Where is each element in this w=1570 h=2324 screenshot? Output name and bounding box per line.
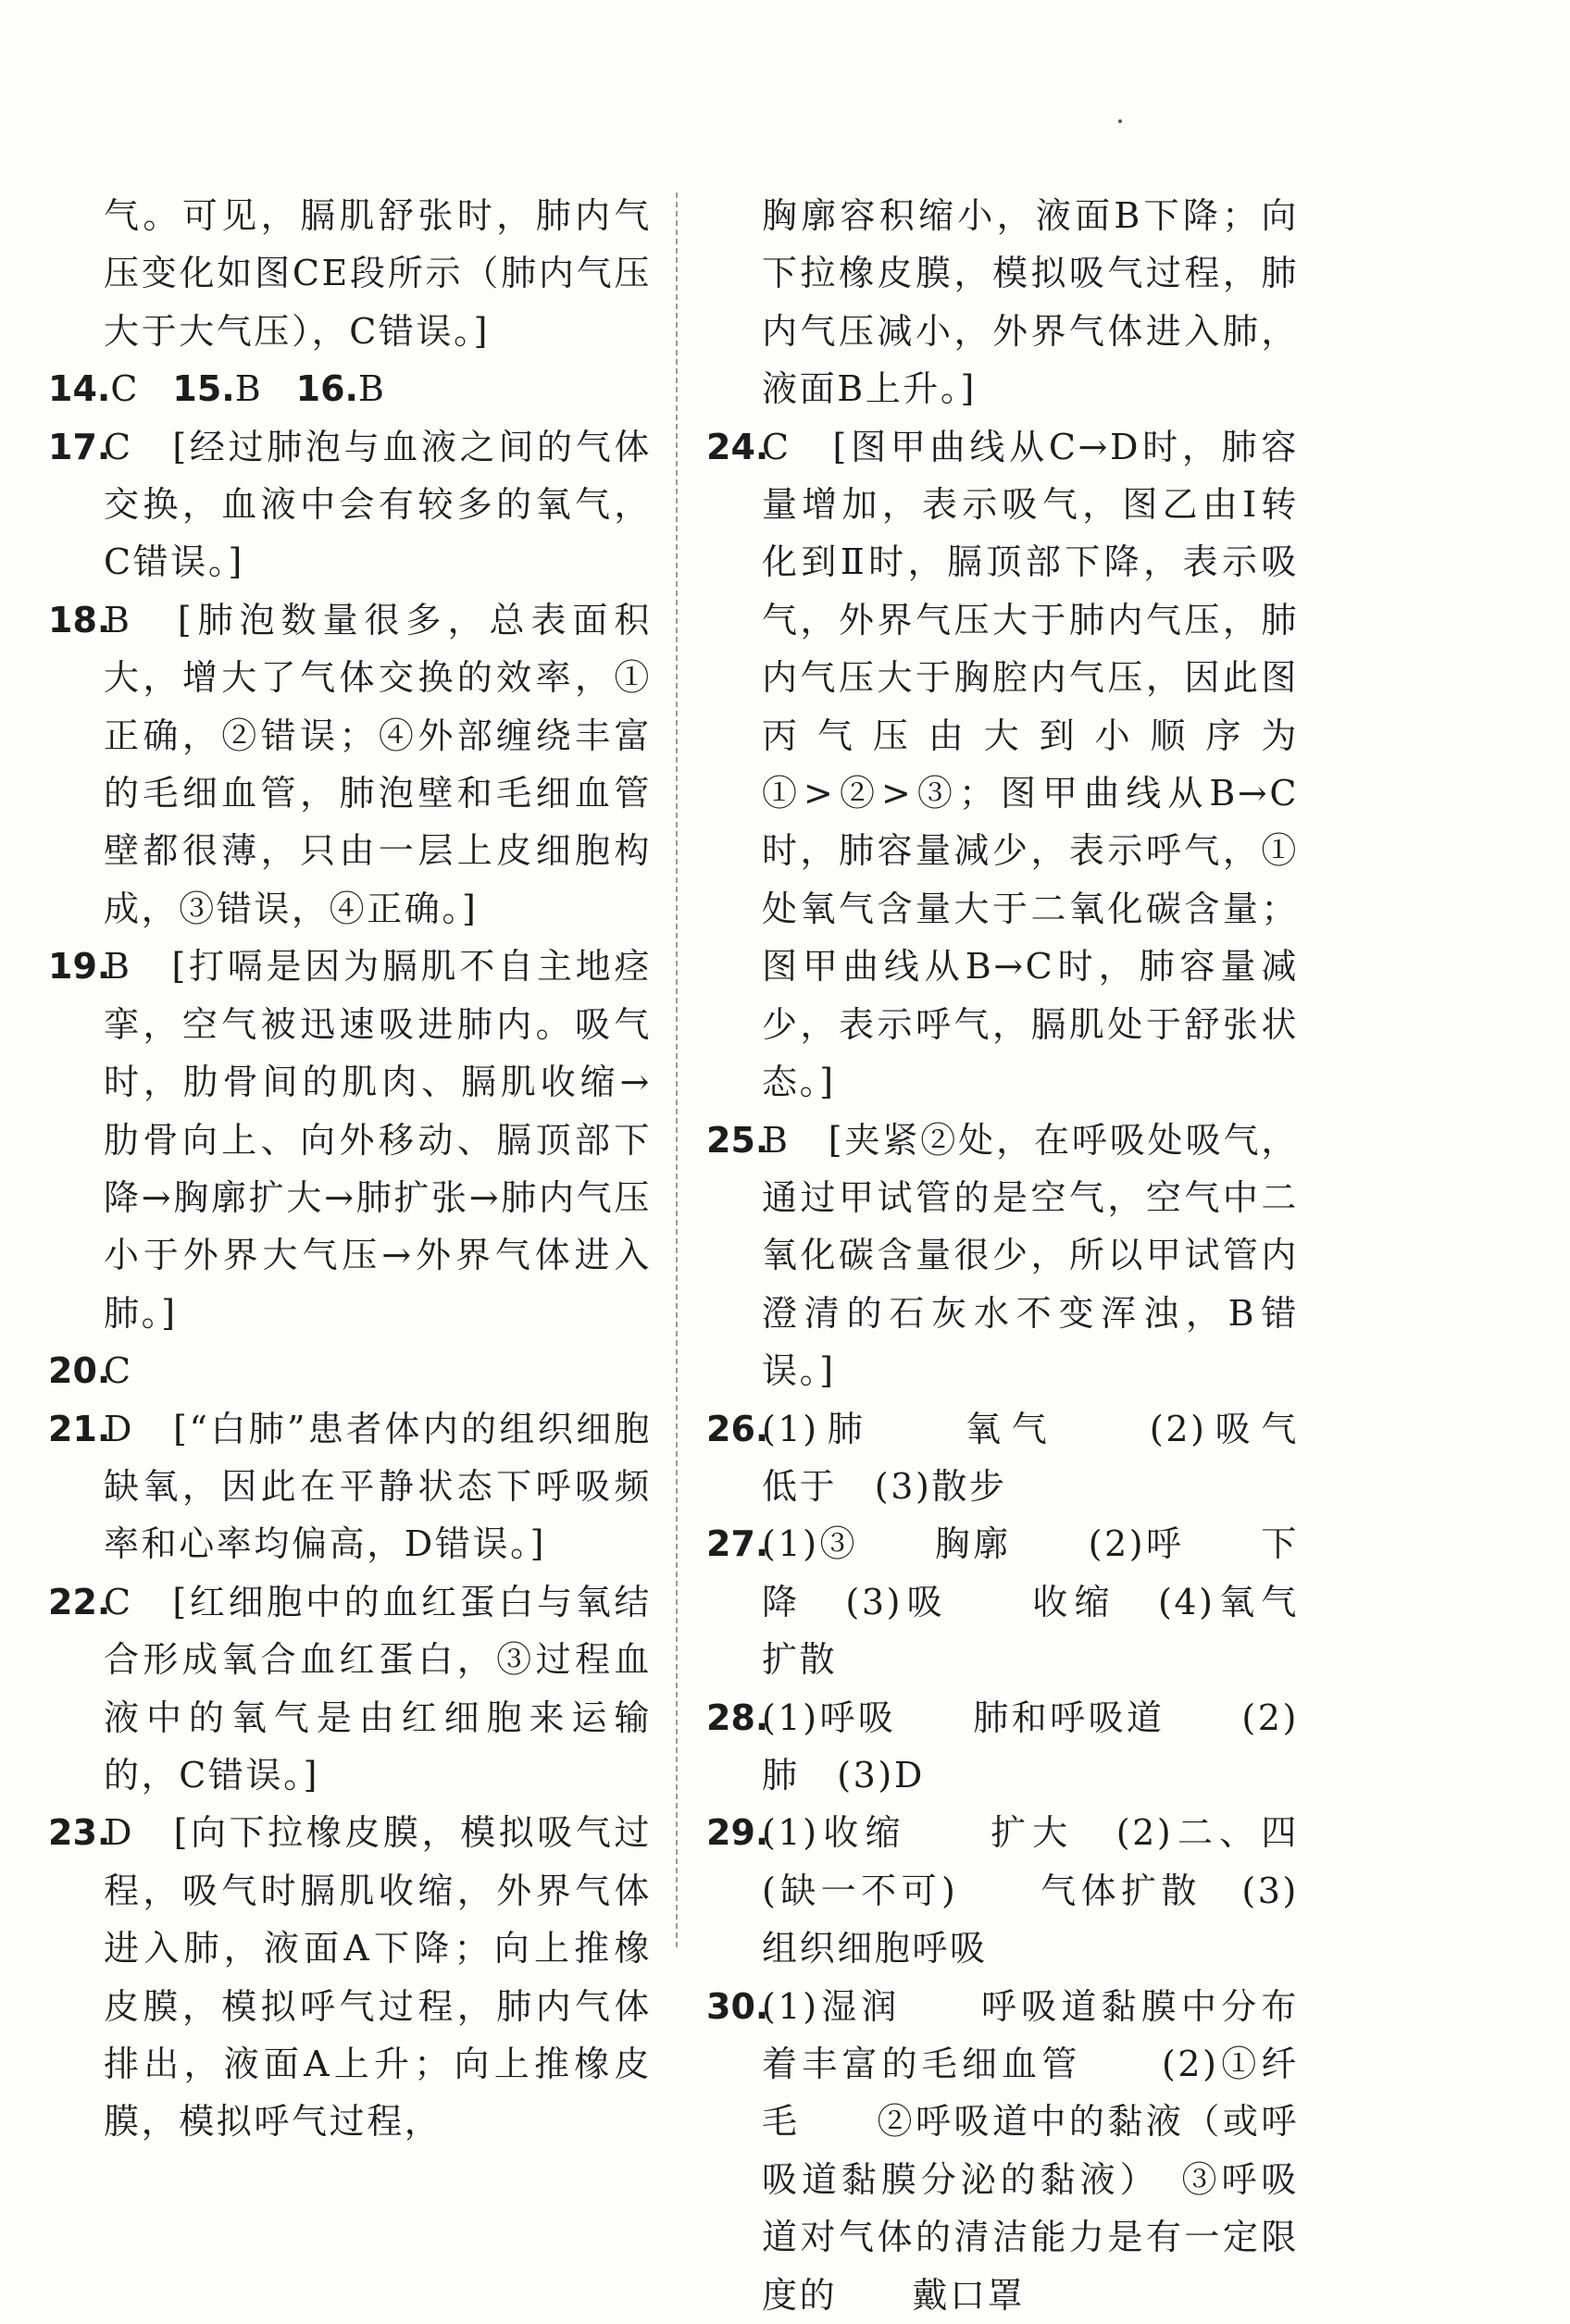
answer-number: 28. <box>706 1696 769 1738</box>
right-column <box>706 187 1375 2324</box>
answer-text: C [经过肺泡与血液之间的气体交换，血液中会有较多的氧气，C错误。] <box>104 426 652 583</box>
answer-14-choice: C <box>110 368 138 410</box>
answer-text: C [图甲曲线从C→D时，肺容量增加，表示吸气，图乙由Ⅰ转化到Ⅱ时，膈顶部下降，表示吸气，外界气压大于肺内气压，肺内气压大于胸腔内气压，因此图丙气压由大到小顺序为①>②>③；图甲曲线从B→C时，肺容量减少，表示呼气，①处氧气含量大于二氧化碳含量；图甲曲线从B→C时，肺容量减少，表示呼气，膈肌处于舒张状态。] <box>762 426 1299 1103</box>
answer-text: C <box>104 1350 133 1392</box>
answer-15-number: 15. <box>172 368 235 410</box>
answer-14-number: 14. <box>48 368 111 410</box>
answer-28 <box>706 1689 1299 1805</box>
answer-30 <box>706 1978 1299 2324</box>
answer-text: B [夹紧②处，在呼吸处吸气，通过甲试管的是空气，空气中二氧化碳含量很少，所以甲试管内澄清的石灰水不变浑浊，B错误。] <box>762 1119 1299 1392</box>
answer-24 <box>706 418 1299 1112</box>
answer-number: 30. <box>706 1985 769 2027</box>
answer-number: 25. <box>706 1119 769 1161</box>
answer-text: C [红细胞中的血红蛋白与氧结合形成氧合血红蛋白，③过程血液中的氧气是由红细胞来运输的，C错误。] <box>104 1581 652 1796</box>
answer-20 <box>48 1342 652 1399</box>
answer-number: 21. <box>48 1408 111 1449</box>
answer-18 <box>48 591 652 938</box>
answer-19 <box>48 938 652 1342</box>
answer-number: 24. <box>706 426 769 467</box>
answer-text: D [“白肺”患者体内的组织细胞缺氧，因此在平静状态下呼吸频率和心率均偏高，D错误。] <box>104 1408 652 1565</box>
answers-14-16 <box>48 360 652 417</box>
left-column <box>48 187 652 2151</box>
answer-29 <box>706 1804 1299 1977</box>
answer-number: 19. <box>48 946 111 988</box>
answer-number: 29. <box>706 1812 769 1854</box>
answer-22 <box>48 1573 652 1805</box>
answer-number: 20. <box>48 1350 111 1392</box>
column-divider <box>676 193 678 1947</box>
answer-text: B [打嗝是因为膈肌不自主地痉挛，空气被迅速吸进肺内。吸气时，肋骨间的肌肉、膈肌收缩→肋骨向上、向外移动、膈顶部下降→胸廓扩大→肺扩张→肺内气压小于外界大气压→外界气体进入肺。] <box>104 946 652 1334</box>
answer-text: B [肺泡数量很多，总表面积大，增大了气体交换的效率，①正确，②错误；④外部缠绕丰富的毛细血管，肺泡壁和毛细血管壁都很薄，只由一层上皮细胞构成，③错误，④正确。] <box>104 599 652 929</box>
answer-16-number: 16. <box>295 368 358 410</box>
answer-text: (1)呼吸 肺和呼吸道 (2)肺 (3)D <box>762 1696 1299 1796</box>
answer-number: 18. <box>48 599 111 640</box>
answer-17 <box>48 418 652 591</box>
answer-number: 17. <box>48 426 111 467</box>
answer-25 <box>706 1112 1299 1400</box>
answer-26 <box>706 1400 1375 1516</box>
continuation-text: 胸廓容积缩小，液面B下降；向下拉橡皮膜，模拟吸气过程，肺内气压减小，外界气体进入肺，液面B上升。] <box>762 195 1299 410</box>
answer-27 <box>706 1515 1375 1688</box>
continuation-text: 气。可见，膈肌舒张时，肺内气压变化如图CE段所示（肺内气压大于大气压），C错误。] <box>104 195 652 352</box>
answer-number: 27. <box>706 1523 769 1565</box>
answer-text: (1)收缩 扩大 (2)二、四(缺一不可) 气体扩散 (3)组织细胞呼吸 <box>762 1812 1299 1970</box>
answer-text: D [向下拉橡皮膜，模拟吸气过程，吸气时膈肌收缩，外界气体进入肺，液面A下降；向上推橡皮膜，模拟呼气过程，肺内气体排出，液面A上升；向上推橡皮膜，模拟呼气过程， <box>104 1812 652 2143</box>
answer-number: 26. <box>706 1408 769 1449</box>
answer-number: 22. <box>48 1581 111 1622</box>
answer-15-choice: B <box>234 368 261 410</box>
scan-speck <box>1118 119 1122 123</box>
answer-number: 23. <box>48 1812 111 1854</box>
answer-21 <box>48 1400 652 1573</box>
answer-text: (1)湿润 呼吸道黏膜中分布着丰富的毛细血管 (2)①纤毛 ②呼吸道中的黏液（或呼吸道黏膜分泌的黏液） ③呼吸道对气体的清洁能力是有一定限度的 戴口罩 <box>762 1985 1299 2316</box>
answer-16-choice: B <box>358 368 384 410</box>
answer-23 <box>48 1804 652 2150</box>
answer-text: (1)③ 胸廓 (2)呼 下降 (3)吸 收缩 (4)氧气 扩散 <box>762 1523 1375 1681</box>
answer-text: (1)肺 氧气 (2)吸气 低于 (3)散步 <box>762 1408 1375 1507</box>
